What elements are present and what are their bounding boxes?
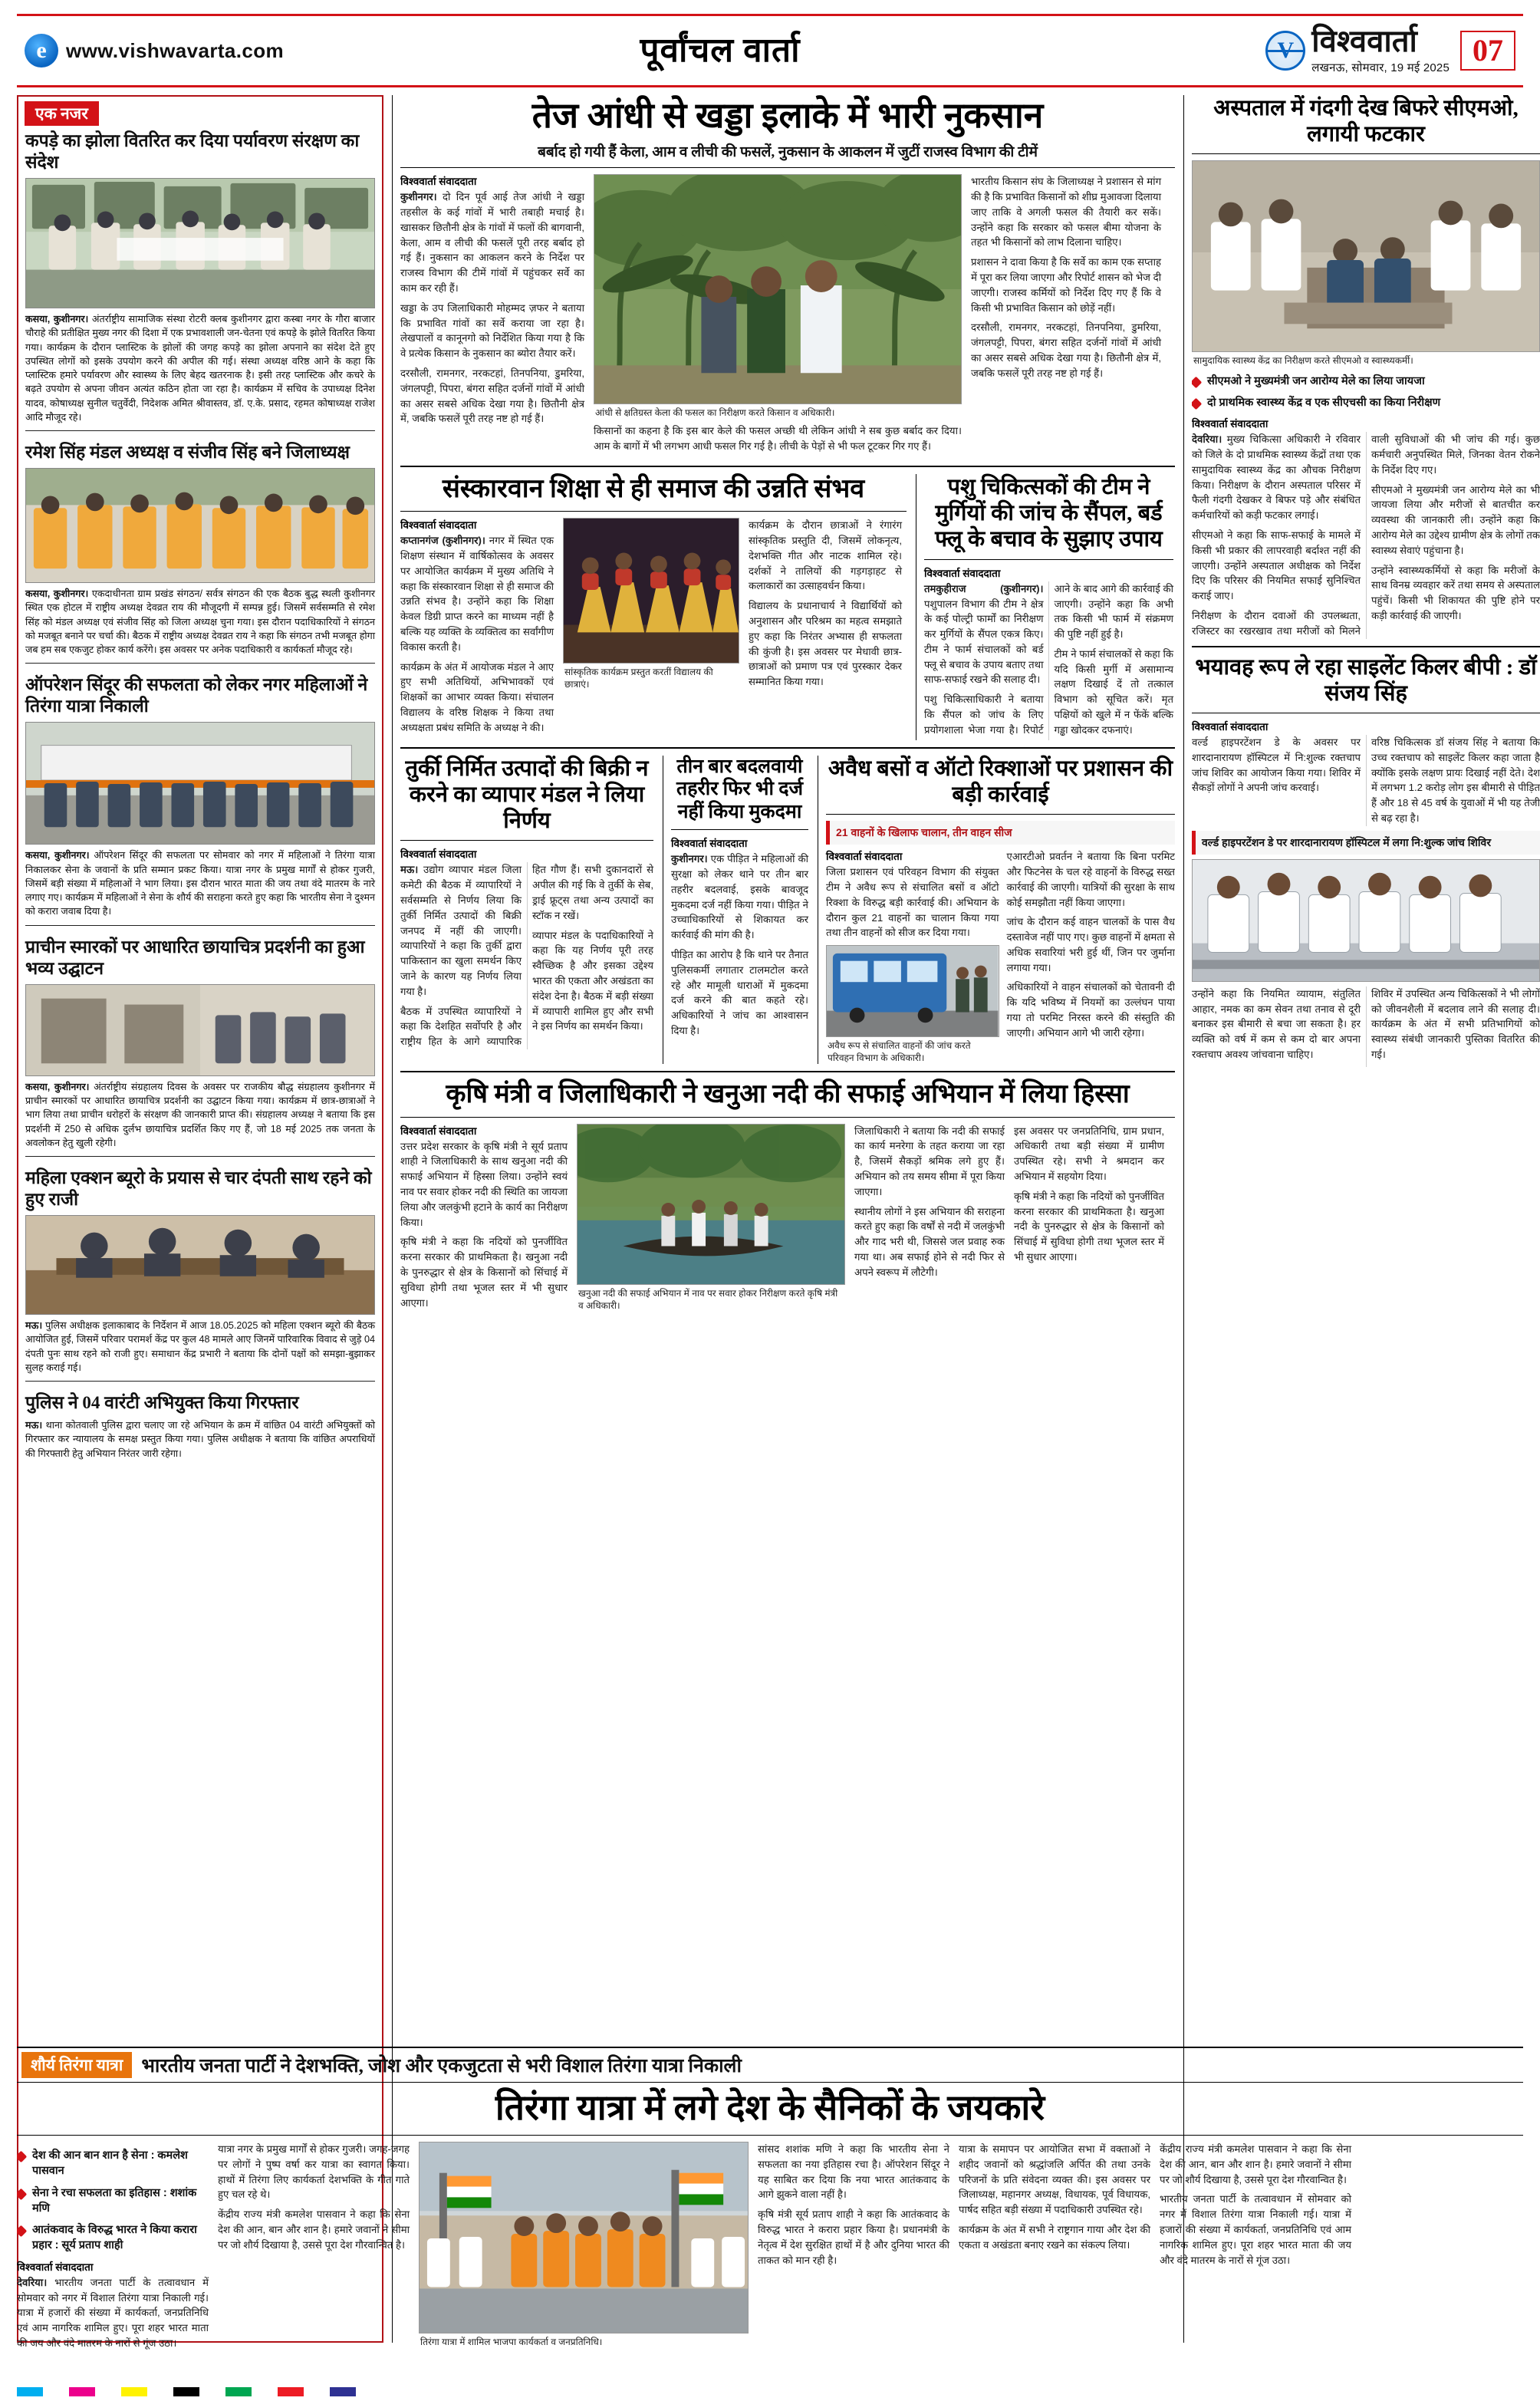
content-grid (17, 95, 1540, 2343)
body-paragraph: खड्डा के उप जिलाधिकारी मोहम्मद ज़फर ने बताया कि प्रभावित गांवों का सर्वे कराया जा रहा है। लेखपालों व कानूनगो को निर्देशित किया गया है कि वे प्रत्येक किसान के नुकसान का ब्योरा तैयार करें। (400, 301, 584, 360)
photo-caption: सामुदायिक स्वास्थ्य केंद्र का निरीक्षण करते सीएमओ व स्वास्थ्यकर्मी। (1193, 355, 1413, 367)
ek-nazar-tag: एक नजर (25, 101, 99, 126)
right-story2-photo (1192, 859, 1540, 982)
dateline: तमकुहीराज (कुशीनगर)। (924, 582, 1044, 594)
body-text: अंतर्राष्ट्रीय सामाजिक संस्था रोटरी क्लब कुशीनगर द्वारा कस्बा नगर के गौरा बाजार चौराहे की प्रतीक्षित मुख्य नगर की दिशा में एक प्रभावशाली जन-चेतना एवं कपड़े के झोले वितरित किया गया। कार्यक्रम के दौरान प्लास्टिक के झोलों की जगह कपड़े का झोला अपनाने का संदेश देते हुए उपस्थित लोगों को इसके उपयोग करने की अपील की गई। संस्था अध्यक्ष वरिष्ठ आने के कहा कि प्लास्टिक हमारे पर्यावरण और स्वास्थ्य के लिए बेहद खतरनाक है। इसी तरह प्लास्टिक और कचरे के बढ़ते उपयोग से अपना जीवन अत्यंत कठिन होता जा रहा है। कार्यक्रम में सचिव के उपाध्यक्ष दिनेश यादव, कोषाध्यक्ष सुनील चतुर्वेदी, निदेशक अमित श्रीवास्तव, डॉ. ए.के. प्रसाद, रहमत कोषाध्यक्ष राजेश आदि मौजूद रहे। (25, 314, 375, 423)
story5-kicker: 21 वाहनों के खिलाफ चालान, तीन वाहन सीज (826, 821, 1175, 845)
body-paragraph: अधिकारियों ने वाहन संचालकों को चेतावनी दी कि यदि भविष्य में नियमों का उल्लंघन पाया गया तो परमिट निरस्त करने की संस्तुति की जाएगी। अभियान आगे भी जारी रहेगा। (1006, 981, 1175, 1039)
body-paragraph: कार्यक्रम के अंत में सभी ने राष्ट्रगान गाया और देश की एकता व अखंडता बनाए रखने का संकल्प लिया। (959, 2223, 1150, 2251)
masthead-right (1086, 26, 1515, 75)
right-story2-body (1192, 735, 1540, 826)
cmyk-gap1 (43, 2387, 69, 2396)
cmyk-black (173, 2387, 199, 2396)
sidebar-body (25, 1080, 375, 1150)
body-text: एकदाधीनता ग्राम प्रखंड संगठन/ सर्वत्र संगठन की एक बैठक बुद्ध स्थली कुशीनगर स्थित एक होटल में राष्ट्रीय अध्यक्ष देवव्रत राय की मौजूदगी में सम्पन्न हुई। जिसमें सर्वसम्मति से रमेश सिंह को मंडल अध्यक्ष एवं संजीव सिंह को जिला अध्यक्ष चुना गया। इस दौरान पदाधिकारियों ने संगठन को मजबूत बनाने पर चर्चा की। बैठक में राष्ट्रीय अध्यक्ष देवव्रत राय ने कहा कि संगठन तभी मजबूत होगा जब हम सब एकजुट होकर कार्य करेंगे। इस अवसर पर अनेक पदाधिकारी व कार्यकर्ता मौजूद रहे। (25, 588, 375, 656)
divider (826, 814, 1175, 815)
byline: विश्ववार्ता संवाददाता (400, 848, 477, 861)
banner-photo (419, 2142, 749, 2333)
right-story1-body (1192, 432, 1540, 638)
cmyk-red (278, 2387, 304, 2396)
cmyk-gap3 (147, 2387, 173, 2396)
body-paragraph: यात्रा के समापन पर आयोजित सभा में वक्ताओं ने शहीद जवानों को श्रद्धांजलि अर्पित की तथा उनके परिजनों के प्रति संवेदना व्यक्त की। इस अवसर पर जिलाध्यक्ष, महानगर अध्यक्ष, विधायक, पूर्व विधायक, पार्षद सहित बड़ी संख्या में पदाधिकारी उपस्थित रहे। (959, 2143, 1150, 2216)
body-paragraph: इस अवसर पर जनप्रतिनिधि, ग्राम प्रधान, अधिकारी तथा बड़ी संख्या में ग्रामीण उपस्थित रहे। सभी ने श्रमदान कर अभियान में सहयोग दिया। (1014, 1125, 1164, 1182)
brand-name: विश्ववार्ता (1311, 24, 1417, 58)
photo-art (26, 985, 374, 1075)
sidebar-body (25, 587, 375, 657)
left-sidebar (17, 95, 383, 2343)
body-paragraph: वर्ल्ड हाइपरटेंशन डे के अवसर पर शारदानारायण हॉस्पिटल में नि:शुल्क रक्तचाप जांच शिविर का आयोजन किया गया। शिविर में सैकड़ों लोगों ने अपनी जांच करवाई। (1192, 736, 1361, 794)
brand-dateline: लखनऊ, सोमवार, 19 मई 2025 (1311, 61, 1450, 74)
body-paragraph (17, 2275, 209, 2351)
dateline: देवरिया। (1192, 433, 1222, 446)
body-text: पुलिस अधीक्षक इलाकाबाद के निर्देशन में आज 18.05.2025 को महिला एक्शन ब्यूरो की बैठक आयोजित हुई, जिसमें परिवार परामर्श केंद्र पर कुल 48 मामले आए जिनमें पारिवारिक विवाद से जुड़े 04 दंपती पुनः साथ रहने को राजी हुए। समाधान केंद्र प्रभारी ने बताया कि दोनों पक्षों को समझा-बुझाकर सुलह कराई गई। (25, 1320, 375, 1373)
body-paragraph: केंद्रीय राज्य मंत्री कमलेश पासवान ने कहा कि सेना देश की आन, बान और शान है। हमारे जवानों ने सीमा पर जो शौर्य दिखाया है, उससे पूरा देश गौरवान्वित है। (1160, 2143, 1351, 2185)
story6-body (924, 581, 1173, 740)
list-item (18, 932, 382, 1150)
divider (400, 1117, 1175, 1118)
story4-photo (577, 1124, 845, 1285)
body-paragraph (671, 851, 808, 943)
column-rule (392, 95, 393, 2343)
body-paragraph: निरीक्षण के दौरान दवाओं की उपलब्धता, रजिस्टर का रखरखाव तथा मरीजों को मिलने वाली सुविधाओं की भी जांच की गई। कुछ कर्मचारी अनुपस्थित मिले, जिनका वेतन रोकने के निर्देश दिए गए। (1192, 433, 1540, 637)
dateline: मऊ। (25, 1320, 43, 1332)
body-paragraph: व्यापार मंडल के पदाधिकारियों ने कहा कि यह निर्णय पूरी तरह स्वैच्छिक है और इसका उद्देश्य भारत की एकता और अखंडता का संदेश देना है। बैठक में बड़ी संख्या में व्यापारी शामिल हुए और सभी ने इस निर्णय का समर्थन किया। (532, 929, 653, 1033)
dateline: कसया, कुशीनगर। (25, 588, 89, 600)
column-rule (1183, 95, 1184, 2343)
right-story2-headline[interactable]: भयावह रूप ले रहा साइलेंट किलर बीपी : डॉ संजय सिंह (1195, 654, 1537, 706)
lead-deck: बर्बाद हो गयी हैं केला, आम व लीची की फसलें, नुकसान के आकलन में जुटीं राजस्व विभाग की टीमें (538, 144, 1038, 161)
center-column (400, 95, 1175, 2343)
ek-nazar-header (18, 97, 382, 126)
masthead (17, 14, 1523, 87)
banner-bullets (17, 2148, 209, 2254)
byline: विश्ववार्ता संवाददाता (400, 1125, 477, 1137)
body-text: दो दिन पूर्व आई तेज आंधी ने खड्डा तहसील के कई गांवों में भारी तबाही मचाई है। खासकर छितौनी क्षेत्र के गांवों में फलों की बागवानी, केला, आम व लीची की फसलें पूरी तरह बर्बाद हो गई हैं। नुकसान का आकलन करने के निर्देश पर राजस्व विभाग की टीमें गांवों में पहुंचकर सर्वे का काम कर रही हैं। (400, 191, 584, 295)
dateline: कुशीनगर। (671, 853, 708, 865)
body-paragraph (400, 189, 584, 296)
divider (1192, 646, 1540, 647)
body-paragraph: कृषि मंत्री ने कहा कि नदियों को पुनर्जीवित करना सरकार की प्राथमिकता है। खनुआ नदी के पुनरुद्धार से क्षेत्र के किसानों को सिंचाई में सुविधा होगी तथा भूजल स्तर में भी सुधार आएगा। (1014, 1190, 1164, 1263)
bottom-banner (17, 2040, 1523, 2372)
bullet-item: सेना ने रचा सफलता का इतिहास : शशांक मणि (17, 2185, 209, 2217)
list-item (18, 670, 382, 918)
body-paragraph: जिला प्रशासन एवं परिवहन विभाग की संयुक्त टीम ने अवैध रूप से संचालित बसों व ऑटो रिक्शा के विरुद्ध बड़ी कार्रवाई की। अभियान के दौरान कुल 21 वाहनों का चालान किया गया तथा तीन वाहनों को सीज कर दिया गया। (826, 866, 999, 939)
list-item (18, 437, 382, 657)
sidebar-body (25, 1319, 375, 1375)
photo-caption: तिरंगा यात्रा में शामिल भाजपा कार्यकर्ता व जनप्रतिनिधि। (420, 2337, 603, 2347)
sidebar-headline[interactable]: कपड़े का झोला वितरित कर दिया पर्यावरण संरक्षण का संदेश (25, 131, 360, 173)
body-paragraph: कार्यक्रम के अंत में आयोजक मंडल ने आए हुए सभी अतिथियों, अभिभावकों एवं शिक्षकों का आभार व्यक्त किया। संचालन विद्यालय के वरिष्ठ शिक्षक ने किया तथा अध्यक्षता प्रबंध समिति के अध्यक्ष ने की। (400, 660, 554, 733)
right-sidebar (1192, 95, 1540, 2343)
divider (400, 840, 653, 841)
divider (924, 559, 1173, 560)
photo (25, 178, 375, 308)
photo (25, 468, 375, 583)
body-paragraph: कृषि मंत्री सूर्य प्रताप शाही ने कहा कि आतंकवाद के विरुद्ध भारत ने करारा प्रहार किया है। प्रधानमंत्री के नेतृत्व में देश सुरक्षित हाथों में है और दुनिया भारत की ताकत को मान रही है। (758, 2208, 949, 2266)
page-title: पूर्वांचल वार्ता (640, 31, 801, 70)
body-text: थाना कोतवाली पुलिस द्वारा चलाए जा रहे अभियान के क्रम में वांछित 04 वारंटी अभियुक्तों को गिरफ्तार कर न्यायालय के समक्ष प्रस्तुत किया गया। पुलिस अधीक्षक ने बताया कि वांछित अपराधियों की गिरफ्तारी हेतु अभियान निरंतर जारी रहेगा। (25, 1420, 376, 1459)
body-text: मुख्य चिकित्सा अधिकारी ने रविवार को जिले के दो प्राथमिक स्वास्थ्य केंद्रों तथा एक सामुदायिक स्वास्थ्य केंद्र का औचक निरीक्षण किया। निरीक्षण के दौरान अस्पताल परिसर में फैली गंदगी देखकर वे बिफर पड़े और संबंधित कर्मचारियों को कड़ी फटकार लगाई। (1192, 433, 1361, 522)
photo-caption: आंधी से क्षतिग्रस्त केला की फसल का निरीक्षण करते किसान व अधिकारी। (595, 407, 835, 419)
divider (25, 1381, 375, 1382)
photo (25, 722, 375, 845)
byline: विश्ववार्ता संवाददाता (924, 567, 1001, 579)
body-paragraph: वरिष्ठ चिकित्सक डॉ संजय सिंह ने बताया कि उच्च रक्तचाप को साइलेंट किलर कहा जाता है क्योंकि इसके लक्षण प्रायः दिखाई नहीं देते। देश में लगभग 1.2 करोड़ लोग इस बीमारी से पीड़ित हैं और 18 से 45 वर्ष के युवाओं में भी यह तेजी से बढ़ रहा है। (1371, 736, 1540, 824)
photo (25, 984, 375, 1076)
dateline: कप्तानगंज (कुशीनगर)। (400, 535, 485, 547)
list-item (18, 1388, 382, 1461)
body-paragraph: सीएमओ ने कहा कि साफ-सफाई के मामले में किसी भी प्रकार की लापरवाही बर्दाश्त नहीं की जाएगी। उन्होंने अस्पताल अधीक्षक को निर्देश दिए कि परिसर की नियमित सफाई सुनिश्चित कराई जाए। (1192, 529, 1361, 602)
byline: विश्ववार्ता संवाददाता (17, 2261, 94, 2273)
sidebar-headline[interactable]: पुलिस ने 04 वारंटी अभियुक्त किया गिरफ्तार (25, 1393, 299, 1413)
byline: विश्ववार्ता संवाददाता (400, 519, 477, 532)
right-story2-body-cont (1192, 986, 1540, 1067)
dateline: मऊ। (25, 1420, 43, 1431)
banner-headline[interactable]: तिरंगा यात्रा में लगे देश के सैनिकों के जयकारे (495, 2087, 1045, 2127)
sidebar-body (25, 848, 375, 918)
byline: विश्ववार्ता संवाददाता (671, 838, 748, 850)
body-paragraph: टीम ने फार्म संचालकों से कहा कि यदि किसी मुर्गी में असामान्य लक्षण दिखाई दें तो तत्काल विभाग को सूचित करें। मृत पक्षियों को खुले में न फेंकें बल्कि गड्ढा खोदकर दफनाएं। (1054, 647, 1173, 736)
list-item (18, 1163, 382, 1375)
photo-art (827, 946, 999, 1036)
body-text: नगर में स्थित एक शिक्षण संस्थान में वार्षिकोत्सव के अवसर पर आयोजित कार्यक्रम में मुख्य अतिथि ने कहा कि संस्कारवान शिक्षा से ही समाज की उन्नति संभव है। उन्होंने कहा कि शिक्षा केवल डिग्री प्राप्त करने का माध्यम नहीं है बल्कि यह व्यक्ति के व्यक्तित्व का सर्वांगीण विकास करती है। (400, 535, 554, 653)
body-paragraph: यात्रा नगर के प्रमुख मार्गों से होकर गुजरी। जगह-जगह पर लोगों ने पुष्प वर्षा कर यात्रा का स्वागत किया। हाथों में तिरंगा लिए कार्यकर्ता देशभक्ति के गीत गाते हुए चल रहे थे। (218, 2143, 410, 2201)
lead-story (400, 95, 1175, 459)
cmyk-gap2 (95, 2387, 121, 2396)
body-paragraph: जांच के दौरान कई वाहन चालकों के पास वैध दस्तावेज नहीं पाए गए। कुछ वाहनों में क्षमता से अधिक सवारियां भरी हुई थीं, जिन पर जुर्माना लगाया गया। (1006, 916, 1175, 973)
body-paragraph: बैठक में उपस्थित व्यापारियों ने कहा कि देशहित सर्वोपरि है और राष्ट्रीय हित के आगे व्यापारिक हित गौण हैं। सभी दुकानदारों से अपील की गई कि वे तुर्की के सेब, ड्राई फ्रूट्स तथा अन्य उत्पादों का स्टॉक न रखें। (400, 864, 653, 1048)
bullet-item: सीएमओ ने मुख्यमंत्री जन आरोग्य मेले का लिया जायजा (1192, 374, 1540, 389)
body-paragraph: दरसौली, रामनगर, नरकटहां, तिनपनिया, डुमरिया, जंगलपट्टी, पिपरा, बंगरा सहित दर्जनों गांवों में आंधी का असर सबसे अधिक देखा गया है। छितौनी क्षेत्र में, जबकि फसलें पूरी तरह नष्ट हो गई हैं। (971, 321, 1161, 379)
photo-caption: अवैध रूप से संचालित वाहनों की जांच करते परिवहन विभाग के अधिकारी। (828, 1040, 971, 1064)
body-paragraph: उत्तर प्रदेश सरकार के कृषि मंत्री ने सूर्य प्रताप शाही ने जिलाधिकारी के साथ खनुआ नदी की सफाई अभियान में हिस्सा लिया। उन्होंने स्वयं नाव पर सवार होकर नदी की स्थिति का जायजा लिया और जलकुंभी हटाने के कार्य का निरीक्षण किया। (400, 1140, 568, 1228)
sidebar-headline[interactable]: ऑपरेशन सिंदूर की सफलता को लेकर नगर महिलाओं ने तिरंगा यात्रा निकाली (25, 675, 368, 716)
body-text: पशुपालन विभाग की टीम ने क्षेत्र के कई पोल्ट्री फार्मों का निरीक्षण कर मुर्गियों के सैंपल एकत्र किए। टीम ने फार्म संचालकों को बर्ड फ्लू से बचाव के उपाय बताए तथा साफ-सफाई रखने की सलाह दी। (924, 598, 1044, 686)
divider (25, 430, 375, 431)
body-paragraph: दरसौली, रामनगर, नरकटहां, तिनपनिया, डुमरिया, जंगलपट्टी, पिपरा, बंगरा सहित दर्जनों गांवों में आंधी का असर सबसे अधिक देखा गया है। छितौनी क्षेत्र में, जबकि फसलें पूरी तरह नष्ट हो गई हैं। (400, 367, 584, 425)
body-paragraph: विद्यालय के प्रधानाचार्य ने विद्यार्थियों को अनुशासन और परिश्रम का महत्व समझाते हुए कहा कि निरंतर अभ्यास ही सफलता की कुंजी है। इस अवसर पर मेधावी छात्र-छात्राओं को प्रमाण पत्र एवं पुरस्कार देकर सम्मानित किया गया। (749, 600, 902, 688)
sidebar-headline[interactable]: प्राचीन स्मारकों पर आधारित छायाचित्र प्रदर्शनी का हुआ भव्य उद्घाटन (25, 937, 365, 978)
divider (400, 511, 907, 512)
cmyk-yellow (121, 2387, 147, 2396)
masthead-left (25, 34, 354, 68)
divider (25, 925, 375, 926)
globe-icon (1265, 31, 1305, 71)
photo-art (1193, 860, 1539, 981)
dateline: देवरिया। (17, 2276, 48, 2288)
body-paragraph: एआरटीओ प्रवर्तन ने बताया कि बिना परमिट और फिटनेस के चल रहे वाहनों के विरुद्ध सख्त कार्रवाई की जाएगी। यात्रियों की सुरक्षा के साथ कोई समझौता नहीं किया जाएगा। (1006, 851, 1175, 908)
sidebar-headline[interactable]: महिला एक्शन ब्यूरो के प्रयास से चार दंपती साथ रहने को हुए राजी (25, 1168, 372, 1210)
body-paragraph: प्रशासन ने दावा किया है कि सर्वे का काम एक सप्ताह में पूरा कर लिया जाएगा और रिपोर्ट शासन को भेज दी जाएगी। राजस्व कर्मियों को निर्देश दिए गए हैं कि वे किसी भी प्रभावित किसान को छोड़ें नहीं। (971, 256, 1161, 314)
banner-deck: भारतीय जनता पार्टी ने देशभक्ति, जोश और एकजुटता से भरी विशाल तिरंगा यात्रा निकाली (141, 2055, 742, 2077)
cmyk-gap5 (252, 2387, 278, 2396)
cmyk-registration-strip (17, 2387, 356, 2396)
body-paragraph: शिविर में उपस्थित अन्य चिकित्सकों ने भी लोगों को जीवनशैली में बदलाव लाने की सलाह दी। कार्यक्रम के अंत में सभी प्रतिभागियों को स्वास्थ्य संबंधी जानकारी पुस्तिका वितरित की गई। (1371, 987, 1540, 1060)
body-paragraph: स्थानीय लोगों ने इस अभियान की सराहना करते हुए कहा कि वर्षों से नदी में जलकुंभी और गाद भरी थी, जिससे जल प्रवाह रुक गया था। अब सफाई होने से नदी फिर से अपने स्वरूप में लौटेगी। (854, 1205, 1005, 1278)
story6-headline[interactable]: पशु चिकित्सकों की टीम ने मुर्गियों की जांच के सैंपल, बर्ड फ्लू के बचाव के सुझाए उपाय (935, 475, 1163, 552)
divider (25, 1156, 375, 1157)
divider (400, 466, 1175, 467)
body-paragraph: भारतीय किसान संघ के जिलाध्यक्ष ने प्रशासन से मांग की है कि प्रभावित किसानों को शीघ्र मुआवजा दिलाया जाए ताकि वे अगली फसल की तैयारी कर सकें। उन्होंने कहा कि सरकार को फसल बीमा योजना के तहत भी किसानों को लाभ दिलाना चाहिए। (971, 176, 1161, 249)
body-paragraph (400, 533, 554, 654)
page-number: 07 (1460, 31, 1515, 71)
photo-art (26, 1216, 374, 1314)
dateline: कसया, कुशीनगर। (25, 1081, 90, 1092)
photo-art (1193, 161, 1539, 351)
body-paragraph (400, 862, 522, 999)
body-paragraph: उन्होंने स्वास्थ्यकर्मियों से कहा कि मरीजों के साथ विनम्र व्यवहार करें तथा समय से अस्पताल पहुंचें। किसी भी शिकायत की पुष्टि होने पर कड़ी कार्रवाई की जाएगी। (1371, 564, 1540, 621)
sidebar-headline[interactable]: रमेश सिंह मंडल अध्यक्ष व संजीव सिंह बने जिलाध्यक्ष (25, 443, 350, 463)
ek-nazar-box (17, 95, 383, 2343)
story3-headline[interactable]: तुर्की निर्मित उत्पादों की बिक्री न करने का व्यापार मंडल ने लिया निर्णय (405, 756, 649, 834)
sidebar-body (25, 312, 375, 424)
divider (671, 829, 808, 830)
story4-headline[interactable]: कृषि मंत्री व जिलाधिकारी ने खनुआ नदी की सफाई अभियान में लिया हिस्सा (446, 1080, 1130, 1109)
cmyk-green (225, 2387, 252, 2396)
right-story1-photo (1192, 160, 1540, 352)
lead-headline[interactable]: तेज आंधी से खड्डा इलाके में भारी नुकसान (531, 96, 1044, 135)
photo-caption: खनुआ नदी की सफाई अभियान में नाव पर सवार होकर निरीक्षण करते कृषि मंत्री व अधिकारी। (578, 1287, 838, 1311)
body-paragraph: पीड़ित का आरोप है कि थाने पर तैनात पुलिसकर्मी लगातार टालमटोल करते रहे और मामूली धाराओं में मुकदमा दर्ज करने की बात कहते रहे। अधिकारियों ने जांच का आश्वासन दिया है। (671, 948, 808, 1036)
cmyk-gap6 (304, 2387, 330, 2396)
bullet-item: देश की आन बान शान है सेना : कमलेश पासवान (17, 2148, 209, 2179)
divider (400, 1071, 1175, 1072)
body-paragraph: पशु चिकित्साधिकारी ने बताया कि सैंपल को जांच के लिए प्रयोगशाला भेजा गया है। रिपोर्ट आने के बाद आगे की कार्रवाई की जाएगी। उन्होंने कहा कि अभी तक किसी भी फार्म में संक्रमण की पुष्टि नहीं हुई है। (924, 582, 1173, 736)
story5-headline[interactable]: अवैध बसों व ऑटो रिक्शाओं पर प्रशासन की बड़ी कार्रवाई (828, 756, 1173, 807)
photo (25, 1215, 375, 1315)
cmyk-magenta (69, 2387, 95, 2396)
cmyk-cyan (17, 2387, 43, 2396)
photo-art (594, 175, 961, 403)
lead-photo (594, 174, 962, 404)
byline: विश्ववार्ता संवाददाता (400, 176, 477, 188)
photo-art (564, 519, 739, 663)
divider (400, 747, 1175, 749)
divider (400, 167, 1175, 168)
body-paragraph: जिलाधिकारी ने बताया कि नदी की सफाई का कार्य मनरेगा के तहत कराया जा रहा है, जिसमें सैकड़ों श्रमिक लगे हुए हैं। अभियान को तय समय सीमा में पूरा किया जाएगा। (854, 1125, 1005, 1197)
story5-photo (826, 945, 999, 1037)
body-text: एक पीड़ित ने महिलाओं की सुरक्षा को लेकर थाने पर तीन बार तहरीर बदलवाई, इसके बावजूद मुकदमा दर्ज नहीं किया गया। पीड़ित ने उच्चाधिकारियों से शिकायत कर कार्रवाई की मांग की है। (671, 853, 808, 941)
dateline: मऊ। (400, 864, 419, 876)
body-paragraph: सांसद शशांक मणि ने कहा कि भारतीय सेना ने सफलता का नया इतिहास रचा है। ऑपरेशन सिंदूर ने यह साबित कर दिया कि नया भारत आतंकवाद के आगे झुकने वाला नहीं है। (758, 2143, 949, 2201)
bullet-item: आतंकवाद के विरुद्ध भारत ने किया करारा प्रहार : सूर्य प्रताप शाही (17, 2222, 209, 2254)
dateline: कसया, कुशीनगर। (25, 850, 90, 861)
body-text: अंतर्राष्ट्रीय संग्रहालय दिवस के अवसर पर राजकीय बौद्ध संग्रहालय कुशीनगर में प्राचीन स्मारकों पर आधारित छायाचित्र प्रदर्शनी का उद्घाटन किया गया। कार्यक्रम में छात्र-छात्राओं ने भाग लिया तथा प्राचीन धरोहरों के संरक्षण की जानकारी प्राप्त की। संग्रहालय अध्यक्ष ने बताया कि इस प्रदर्शनी में 250 से अधिक दुर्लभ छायाचित्र प्रदर्शित किए गए हैं, जो 18 मई 2025 तक जनता के अवलोकन हेतु खुली रहेगी। (25, 1081, 375, 1148)
epaper-logo-icon: e (25, 34, 58, 68)
dateline: कुशीनगर। (400, 191, 437, 203)
story2-photo (563, 518, 739, 664)
cmyk-gap4 (199, 2387, 225, 2396)
photo-art (420, 2142, 748, 2333)
photo-art (578, 1125, 844, 1284)
body-paragraph: कृषि मंत्री ने कहा कि नदियों को पुनर्जीवित करना सरकार की प्राथमिकता है। खनुआ नदी के पुनरुद्धार से क्षेत्र के किसानों को सिंचाई में सुविधा होगी तथा भूजल स्तर में भी सुधार आएगा। (400, 1236, 568, 1309)
body-paragraph: केंद्रीय राज्य मंत्री कमलेश पासवान ने कहा कि सेना देश की आन, बान और शान है। हमारे जवानों ने सीमा पर जो शौर्य दिखाया है, उससे पूरा देश गौरवान्वित है। (218, 2208, 410, 2251)
photo-art (26, 469, 374, 582)
photo-caption: सांस्कृतिक कार्यक्रम प्रस्तुत करतीं विद्यालय की छात्राएं। (564, 667, 713, 690)
bullet-item: दो प्राथमिक स्वास्थ्य केंद्र व एक सीएचसी का किया निरीक्षण (1192, 395, 1540, 410)
body-paragraph (1192, 432, 1361, 523)
list-item (18, 126, 382, 424)
divider (1192, 153, 1540, 154)
byline: विश्ववार्ता संवाददाता (1192, 721, 1269, 733)
right-story1-bullets (1192, 374, 1540, 411)
photo-art (26, 723, 374, 844)
story4 (400, 1079, 1175, 1315)
body-paragraph: कार्यक्रम के दौरान छात्राओं ने रंगारंग सांस्कृतिक प्रस्तुति दी, जिसमें लोकनृत्य, देशभक्ति गीत और नाटक शामिल रहे। दर्शकों ने तालियों की गड़गड़ाहट से कलाकारों का उत्साहवर्धन किया। (749, 519, 902, 592)
story7-headline[interactable]: तीन बार बदलवायी तहरीर फिर भी दर्ज नहीं किया मुकदमा (676, 756, 804, 822)
brand-logo (1265, 26, 1450, 75)
body-paragraph: उन्होंने कहा कि नियमित व्यायाम, संतुलित आहार, नमक का कम सेवन तथा तनाव से दूरी बनाकर इस बीमारी से बचा जा सकता है। हर व्यक्ति को वर्ष में कम से कम दो बार अपना रक्तचाप अवश्य जांचवाना चाहिए। (1192, 987, 1361, 1060)
byline: विश्ववार्ता संवाददाता (1192, 418, 1269, 430)
banner-tag: शौर्य तिरंगा यात्रा (21, 2052, 132, 2078)
right-story1-headline[interactable]: अस्पताल में गंदगी देख बिफरे सीएमओ, लगायी फटकार (1213, 96, 1519, 147)
story3-body (400, 862, 653, 1049)
website-url[interactable]: www.vishwavarta.com (66, 38, 285, 62)
divider (17, 2135, 1523, 2136)
cmyk-blue (330, 2387, 356, 2396)
body-text: ऑपरेशन सिंदूर की सफलता पर सोमवार को नगर में महिलाओं ने तिरंगा यात्रा निकालकर सेना के जवानों के प्रति सम्मान प्रकट किया। यात्रा नगर के प्रमुख मार्गों से होकर गुजरी, जिसमें बड़ी संख्या में महिलाओं ने भाग लिया। इस दौरान भारत माता की जय तथा वंदे मातरम के नारे लगाए गए। कार्यक्रम में महिलाओं ने सेना के शौर्य की सराहना करते हुए कहा कि भारतीय सेना ने दुश्मन को करारा जवाब दिया है। (25, 850, 376, 917)
body-paragraph: भारतीय जनता पार्टी के तत्वावधान में सोमवार को नगर में विशाल तिरंगा यात्रा निकाली गई। यात्रा में हजारों की संख्या में कार्यकर्ता, जनप्रतिनिधि एवं आम नागरिक शामिल हुए। पूरा शहर भारत माता की जय और वंदे मातरम के नारों से गूंज उठा। (1160, 2193, 1351, 2266)
dateline: कसया, कुशीनगर। (25, 314, 89, 325)
divider (25, 663, 375, 664)
body-paragraph: किसानों का कहना है कि इस बार केले की फसल अच्छी थी लेकिन आंधी ने सब कुछ बर्बाद कर दिया। आम के बागों में भी लगभग आधी फसल गिर गई है। लीची के पेड़ों से भी फल टूटकर गिर गए हैं। (594, 425, 962, 453)
byline: विश्ववार्ता संवाददाता (826, 851, 903, 863)
photo-art (26, 179, 374, 308)
body-paragraph (924, 581, 1044, 688)
right-story2-note: वर्ल्ड हाइपरटेंशन डे पर शारदानारायण हॉस्पिटल में लगा नि:शुल्क जांच शिविर (1192, 831, 1540, 855)
story2-headline[interactable]: संस्कारवान शिक्षा से ही समाज की उन्नति संभव (442, 475, 865, 504)
tiranga-band (17, 2047, 1523, 2083)
body-text: उद्योग व्यापार मंडल जिला कमेटी की बैठक में व्यापारियों ने सर्वसम्मति से निर्णय लिया कि तुर्की निर्मित उत्पादों की बिक्री जनपद में नहीं की जाएगी। व्यापारियों ने कहा कि तुर्की द्वारा पाकिस्तान का खुला समर्थन किए जाने के कारण यह निर्णय लिया गया है। (400, 864, 522, 997)
sidebar-body (25, 1418, 375, 1461)
body-paragraph: सीएमओ ने मुख्यमंत्री जन आरोग्य मेले का भी जायजा लिया और मरीजों से बातचीत कर व्यवस्था की जानकारी ली। उन्होंने कहा कि आरोग्य मेले का उद्देश्य ग्रामीण क्षेत्र के लोगों तक स्वास्थ्य सेवाएं पहुंचाना है। (1371, 483, 1540, 556)
body-text: भारतीय जनता पार्टी के तत्वावधान में सोमवार को नगर में विशाल तिरंगा यात्रा निकाली गई। यात्रा में हजारों की संख्या में कार्यकर्ता, जनप्रतिनिधि एवं आम नागरिक शामिल हुए। पूरा शहर भारत माता की जय और वंदे मातरम के नारों से गूंज उठा। (17, 2276, 209, 2349)
